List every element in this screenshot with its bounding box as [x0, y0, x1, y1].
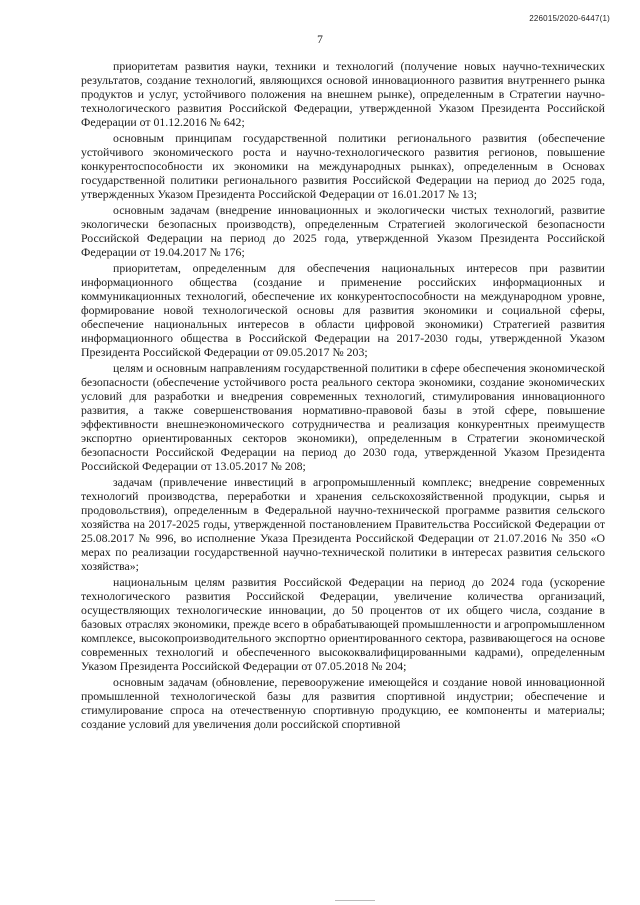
- document-body: [81, 60, 605, 734]
- paragraph-sports-industry: основным задачам (обновление, перевооружение имеющейся и создание новой инновационной промышленной технологической базы для развития спортивной индустрии; обеспечение и стимулирование спроса на отечественную спортивную продукцию, ее компоненты и материалы; создание условий для увеличения доли российской спортивной: [81, 675, 605, 731]
- paragraph-regional-policy: основным принципам государственной политики регионального развития (обеспечение устойчивого экономического роста и научно-технологического развития регионов, повышение конкурентоспособности их экономики на международных рынках), определенным в Основах государственной политики регионального развития Российской Федерации на период до 2025 года, утвержденных Указом Президента Российской Федерации от 16.01.2017 № 13;: [81, 131, 605, 201]
- page-number: 7: [317, 34, 323, 46]
- document-registration-number: 226015/2020-6447(1): [529, 14, 610, 23]
- paragraph-national-goals-2024: национальным целям развития Российской Федерации на период до 2024 года (ускорение технологического развития Российской Федерации, увеличение количества организаций, осуществляющих технологические инновации, до 50 процентов от их общего числа, создание в базовых отраслях экономики, прежде всего в обрабатывающей промышленности и агропромышленном комплексе, высокопроизводительного экспортно ориентированного сектора, развивающегося на основе современных технологий и обеспеченного высококвалифицированными кадрами), определенным Указом Президента Российской Федерации от 07.05.2018 № 204;: [81, 575, 605, 673]
- paragraph-economic-security: целям и основным направлениям государственной политики в сфере обеспечения экономической безопасности (обеспечение устойчивого роста реального сектора экономики, создание экономических условий для разработки и внедрения современных технологий, стимулирования инновационного развития, а также совершенствования нормативно-правовой базы в этой сфере, повышение эффективности внешнеэкономического сотрудничества и реализация конкурентных преимуществ экспортно ориентированных секторов экономики), определенным в Стратегии экономической безопасности Российской Федерации на период до 2030 года, утвержденной Указом Президента Российской Федерации от 13.05.2017 № 208;: [81, 361, 605, 473]
- page-bottom-divider: [335, 900, 375, 901]
- paragraph-agriculture-program: задачам (привлечение инвестиций в агропромышленный комплекс; внедрение современных технологий производства, переработки и хранения сельскохозяйственной продукции, сырья и продовольствия), определенным в Федеральной научно-технической программе развития сельского хозяйства на 2017-2025 годы, утвержденной постановлением Правительства Российской Федерации от 25.08.2017 № 996, во исполнение Указа Президента Российской Федерации от 21.07.2016 № 350 «О мерах по реализации государственной научно-технической политики в интересах развития сельского хозяйства»;: [81, 475, 605, 573]
- paragraph-information-society: приоритетам, определенным для обеспечения национальных интересов при развитии информационного общества (создание и применение российских информационных и коммуникационных технологий, обеспечение их конкурентоспособности на международном уровне, формирование новой технологической основы для развития экономики и социальной сферы, обеспечение национальных интересов в области цифровой экономики) Стратегией развития информационного общества в Российской Федерации на 2017-2030 годы, утвержденной Указом Президента Российской Федерации от 09.05.2017 № 203;: [81, 261, 605, 359]
- paragraph-ecological-security: основным задачам (внедрение инновационных и экологически чистых технологий, развитие экологически безопасных производств), определенным Стратегией экологической безопасности Российской Федерации на период до 2025 года, утвержденной Указом Президента Российской Федерации от 19.04.2017 № 176;: [81, 203, 605, 259]
- paragraph-science-priorities: приоритетам развития науки, техники и технологий (получение новых научно-технических результатов, создание технологий, являющихся основой инновационного развития внутреннего рынка продуктов и услуг, устойчивого положения на внешнем рынке), определенным в Стратегии научно-технологического развития Российской Федерации, утвержденной Указом Президента Российской Федерации от 01.12.2016 № 642;: [81, 59, 605, 129]
